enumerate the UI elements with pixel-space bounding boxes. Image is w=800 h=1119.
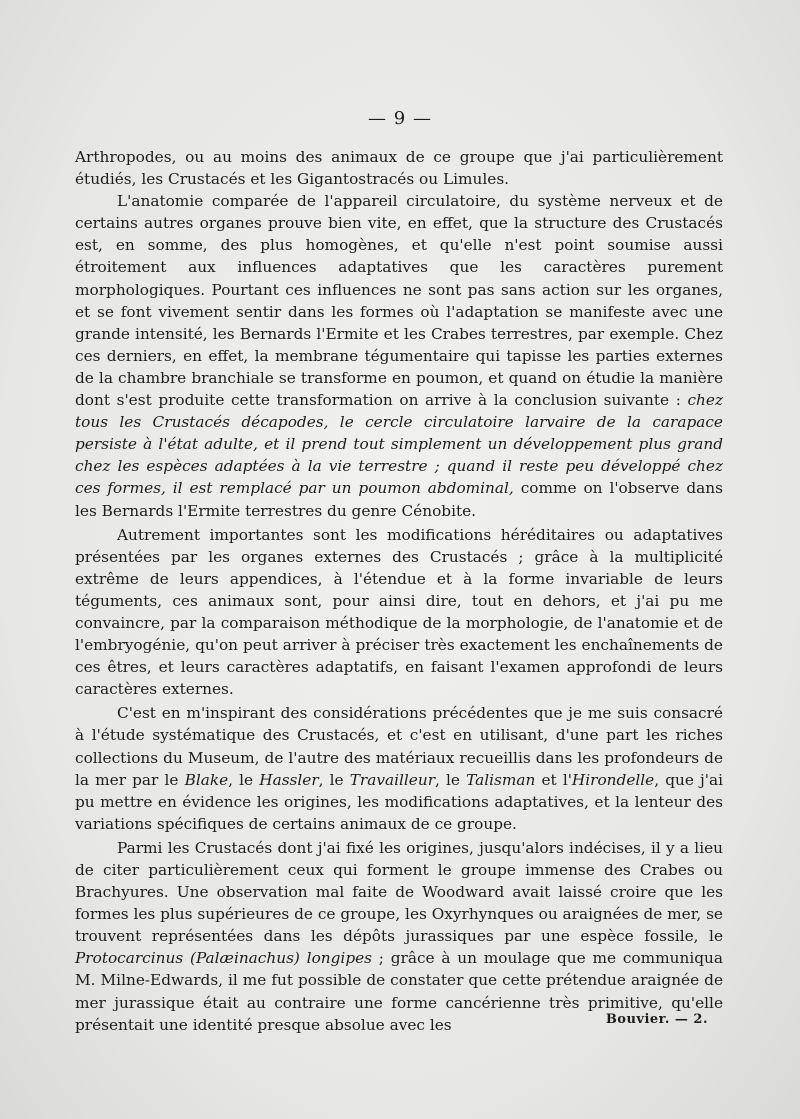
paragraph-1 (75, 146, 723, 190)
italic-run: chez tous les Crustacés décapodes, le cercle circulatoire larvaire de la carapace persiste à l'état adulte, et il prend tout simplement un développement plus grand chez les espèces adaptées à la vie terrestre ; quand il reste peu développé chez ces formes, il est remplacé par un poumon abdominal, (75, 391, 723, 498)
paragraph-3 (75, 524, 723, 701)
text-run: Parmi les Crustacés dont j'ai fixé les origines, jusqu'alors indécises, il y a lieu de citer particulièrement ceux qui forment le groupe immense des Crabes ou Brachyures. Une observation mal faite de Woodward avait laissé croire que les formes les plus supérieures de ce groupe, les Oxyrhynques ou araignées de mer, se trouvent représentées dans les dépôts jurassiques par une espèce fossile, le (75, 838, 723, 946)
page-number: — 9 — (368, 108, 432, 129)
text-run: , le (228, 770, 260, 789)
italic-run: Protocarcinus (Palæinachus) longipes (75, 949, 373, 968)
text-run: comme on l'observe dans les Bernards l'Ermite terrestres du genre Cénobite. (75, 479, 723, 520)
text-run: ; grâce à un moulage que me communiqua M. Milne-Edwards, il me fut possible de constater que cette prétendue araignée de mer jurassique était au contraire une forme cancérienne très primitive, qu'elle présentait une identité presque absolue avec les (75, 949, 723, 1034)
text-run: Autrement importantes sont les modifications héréditaires ou adaptatives présentées par les organes externes des Crustacés ; grâce à la multiplicité extrême de leurs appendices, à l'étendue et à la forme invariable de leurs téguments, ces animaux sont, pour ainsi dire, tout en dehors, et j'ai pu me convaincre, par la comparaison méthodique de la morphologie, de l'anatomie et de l'embryogénie, qu'on peut arriver à préciser très exactement les enchaînements de ces êtres, et leurs caractères adaptatifs, en faisant l'examen approfondi de leurs caractères externes. (75, 525, 723, 699)
text-run: L'anatomie comparée de l'appareil circulatoire, du système nerveux et de certains autres organes prouve bien vite, en effet, que la structure des Crustacés est, en somme, des plus homogènes, et qu'elle n'est point soumise aussi étroitement aux influences adaptatives que les caractères purement morphologiques. Pourtant ces influences ne sont pas sans action sur les organes, et se font vivement sentir dans les formes où l'adaptation se manifeste avec une grande intensité, les Bernards l'Ermite et les Crabes terrestres, par exemple. Chez ces derniers, en effet, la membrane tégumentaire qui tapisse les parties externes de la chambre branchiale se transforme en poumon, et quand on étudie la manière dont s'est produite cette transformation on arrive à la conclusion suivante : (75, 192, 723, 410)
text-run: Arthropodes, ou au moins des animaux de ce groupe que j'ai particulièrement étudiés, les Crustacés et les Gigantostracés ou Limules. (75, 148, 723, 189)
paragraph-2 (75, 190, 723, 521)
italic-run: Blake (184, 770, 229, 789)
text-run: , que j'ai pu mettre en évidence les origines, les modifications adaptatives, et la lenteur des variations spécifiques de certains animaux de ce groupe. (75, 770, 723, 833)
italic-run: Hassler (259, 770, 319, 789)
text-run: , le (318, 770, 350, 789)
signature-mark: Bouvier. — 2. (605, 1012, 708, 1027)
italic-run: Travailleur (349, 770, 436, 789)
italic-run: Hirondelle (571, 770, 655, 789)
text-run: C'est en m'inspirant des considérations précédentes que je me suis consacré à l'étude systématique des Crustacés, et c'est en utilisant, d'une part les riches collections du Museum, de l'autre des matériaux recueillis dans les profondeurs de la mer par le (75, 704, 723, 789)
text-run: , le (435, 770, 467, 789)
body-text (75, 146, 723, 1036)
text-run: et l' (535, 770, 572, 789)
italic-run: Talisman (466, 770, 536, 789)
paragraph-5 (75, 837, 723, 1036)
paragraph-4 (75, 702, 723, 835)
